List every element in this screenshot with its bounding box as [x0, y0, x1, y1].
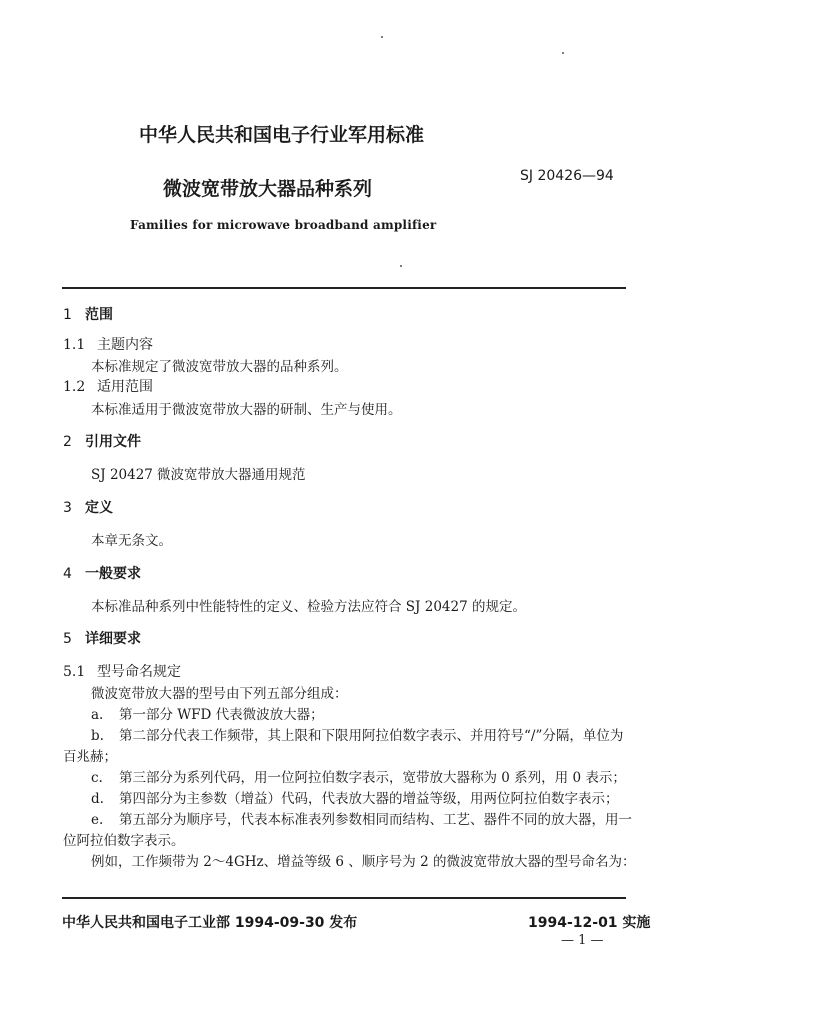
section-number: 5.1: [63, 664, 86, 680]
standard-code: SJ 20426—94: [520, 168, 614, 184]
section-3-text: 本章无条文。: [91, 533, 172, 549]
section-5-1-intro: 微波宽带放大器的型号由下列五部分组成：: [91, 686, 348, 702]
section-3-heading: [63, 497, 113, 517]
list-text: 第五部分为顺序号，代表本标准表列参数相同而结构、工艺、器件不同的放大器，用一: [119, 812, 632, 828]
list-marker: e.: [91, 812, 104, 828]
list-item-c: [91, 766, 626, 786]
section-1-2-text: 本标准适用于微波宽带放大器的研制、生产与使用。: [91, 402, 402, 418]
list-item-b-continuation: 百兆赫；: [63, 749, 117, 765]
list-item-a: [91, 703, 324, 723]
section-4-heading: [63, 563, 141, 583]
section-title: 适用范围: [97, 379, 153, 395]
section-1-heading: [63, 304, 113, 324]
section-title: 主题内容: [97, 337, 153, 353]
section-1-1-text: 本标准规定了微波宽带放大器的品种系列。: [91, 359, 348, 375]
section-number: 1.2: [63, 379, 86, 395]
list-marker: b.: [91, 728, 104, 744]
list-text: 第二部分代表工作频带，其上限和下限用阿拉伯数字表示、并用符号“/”分隔，单位为: [119, 728, 624, 744]
section-4-text: 本标准品种系列中性能特性的定义、检验方法应符合 SJ 20427 的规定。: [91, 599, 526, 615]
list-item-e: [91, 808, 632, 828]
list-text: 第三部分为系列代码，用一位阿拉伯数字表示，宽带放大器称为 0 系列，用 0 表示；: [119, 770, 626, 786]
section-title: 定义: [85, 500, 113, 516]
reference-code: SJ 20427: [91, 467, 153, 483]
scan-speck: [400, 265, 402, 267]
document-title: 微波宽带放大器品种系列: [163, 178, 373, 200]
section-1-2-heading: [63, 376, 153, 396]
section-title: 引用文件: [85, 434, 141, 450]
scan-speck: [562, 52, 564, 54]
section-2-heading: [63, 431, 141, 451]
section-5-1-heading: [63, 661, 181, 681]
section-title: 详细要求: [85, 631, 141, 647]
list-marker: a.: [91, 707, 104, 723]
section-1-1-heading: [63, 334, 153, 354]
section-number: 3: [63, 500, 72, 516]
section-number: 1: [63, 307, 72, 323]
section-number: 4: [63, 566, 72, 582]
section-title: 一般要求: [85, 566, 141, 582]
section-title: 范围: [85, 307, 113, 323]
list-marker: d.: [91, 791, 104, 807]
section-5-heading: [63, 628, 141, 648]
list-item-e-continuation: 位阿拉伯数字表示。: [63, 833, 185, 849]
document-title-english: Families for microwave broadband amplifier: [130, 218, 437, 232]
list-text: 第四部分为主参数（增益）代码，代表放大器的增益等级，用两位阿拉伯数字表示；: [119, 791, 619, 807]
list-marker: c.: [91, 770, 103, 786]
header-divider: [62, 287, 626, 289]
section-title: 型号命名规定: [97, 664, 181, 680]
footer-divider: [62, 897, 626, 899]
publication-info: 中华人民共和国电子工业部 1994-09-30 发布: [62, 915, 358, 931]
reference-document: [91, 463, 306, 483]
list-item-d: [91, 787, 619, 807]
section-number: 1.1: [63, 337, 86, 353]
list-text: 第一部分 WFD 代表微波放大器；: [119, 707, 324, 723]
example-text: 例如，工作频带为 2～4GHz、增益等级 6 、顺序号为 2 的微波宽带放大器的型号命名为：: [91, 854, 636, 870]
section-number: 2: [63, 434, 72, 450]
list-item-b: [91, 724, 623, 744]
section-number: 5: [63, 631, 72, 647]
page-number: — 1 —: [561, 933, 604, 948]
reference-title: 微波宽带放大器通用规范: [157, 467, 306, 483]
effective-date: 1994-12-01 实施: [528, 915, 651, 931]
issuing-authority-title: 中华人民共和国电子行业军用标准: [139, 124, 425, 146]
scan-speck: [381, 36, 383, 38]
